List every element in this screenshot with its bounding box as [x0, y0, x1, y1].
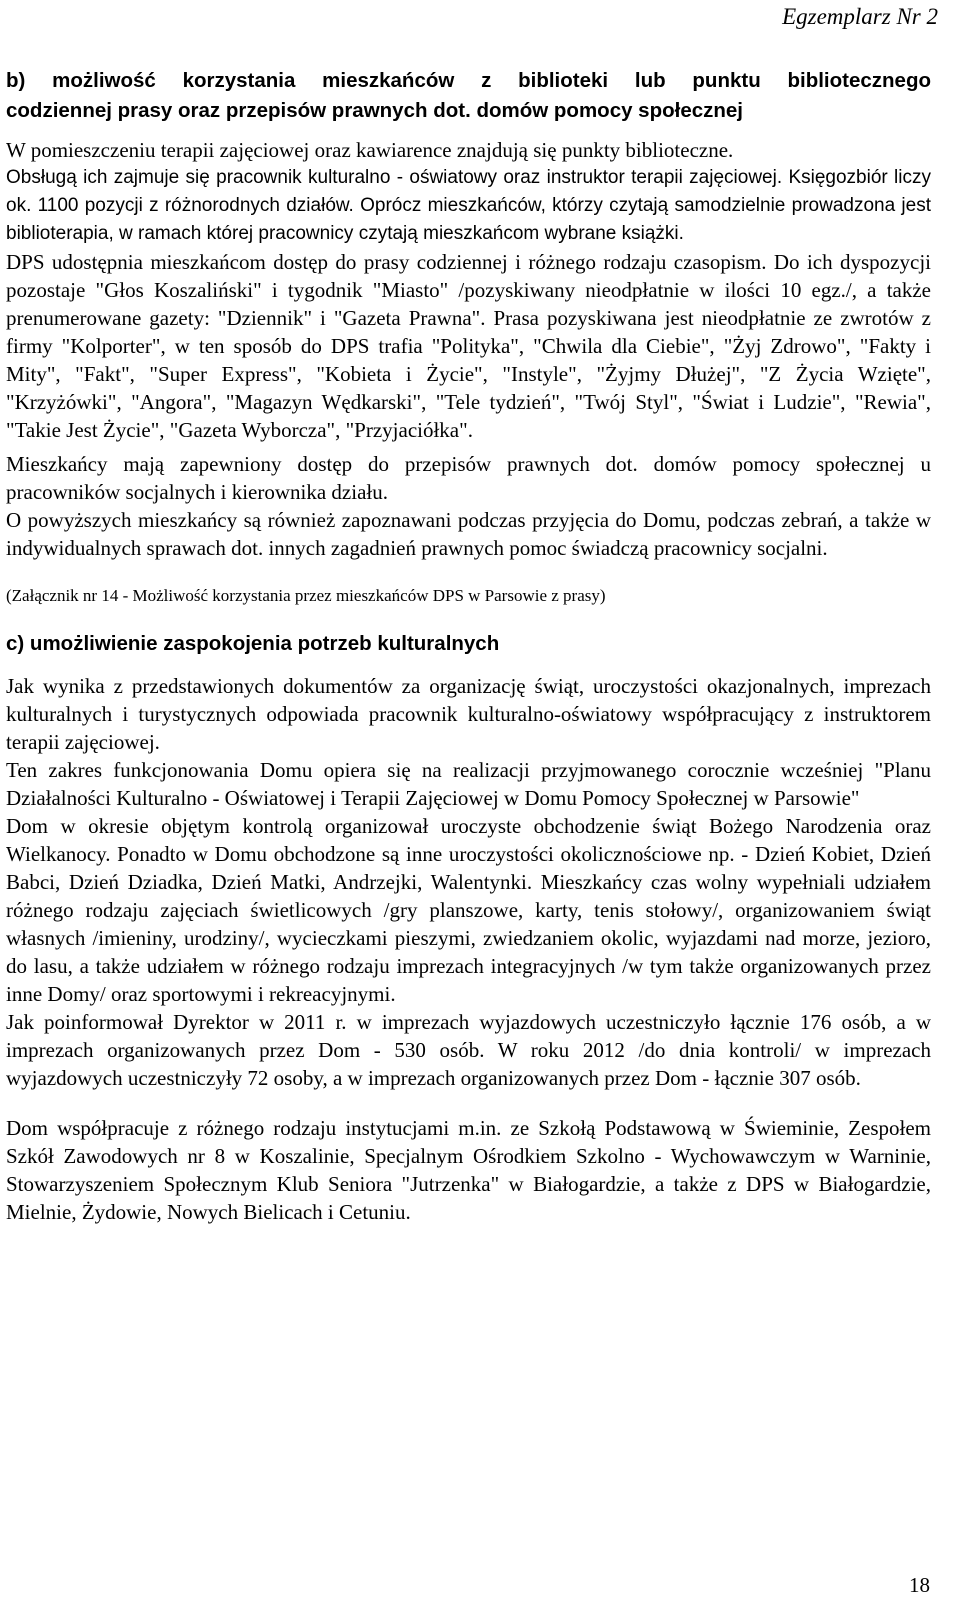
- section-c: [6, 630, 931, 1226]
- section-c-paragraph-1: Jak wynika z przedstawionych dokumentów za organizację świąt, uroczystości okazjonalnych, imprezach kulturalnych i turystycznych odpowiada pracownik kulturalno-oświatowy współpracujący z instruktorem terapii zajęciowej.: [6, 674, 931, 754]
- section-b-paragraph-3: DPS udostępnia mieszkańcom dostęp do prasy codziennej i różnego rodzaju czasopism. Do ich dyspozycji pozostaje "Głos Koszaliński" i tygodnik "Miasto" /pozyskiwany nieodpłatnie w ilości 10 egz./, a także prenumerowane gazety: "Dziennik" i "Gazeta Prawna". Prasa pozyskiwana jest nieodpłatnie ze zwrotów z firmy "Kolporter", w ten sposób do DPS trafia "Polityka", "Chwila dla Ciebie", "Żyj Zdrowo", "Fakty i Mity", "Fakt", "Super Express", "Kobieta i Życie", "Instyle", "Żyjmy Dłużej", "Z Życia Wzięte", "Krzyżówki", "Angora", "Magazyn Wędkarski", "Tele tydzień", "Twój Styl", "Świat i Ludzie", "Rewia", "Takie Jest Życie", "Gazeta Wyborcza", "Przyjaciółka".: [6, 250, 931, 442]
- page-content: [6, 66, 931, 1226]
- section-c-heading: c) umożliwienie zaspokojenia potrzeb kulturalnych: [6, 632, 500, 655]
- section-b-heading-line-1: b) możliwość korzystania mieszkańców z biblioteki lub punktu bibliotecznego: [6, 69, 931, 92]
- section-c-paragraph-3: Dom w okresie objętym kontrolą organizował uroczyste obchodzenie świąt Bożego Narodzenia oraz Wielkanocy. Ponadto w Domu obchodzone są inne uroczystości okolicznościowe np. - Dzień Kobiet, Dzień Babci, Dzień Dziadka, Dzień Matki, Andrzejki, Walentynki. Mieszkańcy czas wolny wypełniali udziałem różnego rodzaju zajęciach świetlicowych /gry planszowe, karty, tenis stołowy/, organizowaniem świąt własnych /imieniny, urodziny/, wycieczkami pieszymi, zwiedzaniem okolic, wyjazdami nad morze, jezioro, do lasu, a także udziałem w różnego rodzaju imprezach integracyjnych /w tym także organizowanych przez inne Domy/ oraz sportowymi i rekreacyjnymi.: [6, 814, 931, 1006]
- section-c-paragraph-4: Jak poinformował Dyrektor w 2011 r. w imprezach wyjazdowych uczestniczyło łącznie 176 osób, a w imprezach organizowanych przez Dom - 530 osób. W roku 2012 /do dnia kontroli/ w imprezach wyjazdowych uczestniczyły 72 osoby, a w imprezach organizowanych przez Dom - łącznie 307 osób.: [6, 1010, 931, 1090]
- section-b-paragraph-5: O powyższych mieszkańcy są również zapoznawani podczas przyjęcia do Domu, podczas zebrań, a także w indywidualnych sprawach dot. innych zagadnień prawnych pomoc świadczą pracownicy socjalni.: [6, 508, 931, 560]
- section-b-paragraph-4: Mieszkańcy mają zapewniony dostęp do przepisów prawnych dot. domów pomocy społecznej u pracowników socjalnych i kierownika działu.: [6, 452, 931, 504]
- section-c-paragraph-2: Ten zakres funkcjonowania Domu opiera się na realizacji przyjmowanego corocznie wcześniej "Planu Działalności Kulturalno - Oświatowej i Terapii Zajęciowej w Domu Pomocy Społecznej w Parsowie": [6, 758, 931, 810]
- section-b: [6, 66, 931, 608]
- section-b-paragraph-1: W pomieszczeniu terapii zajęciowej oraz kawiarence znajdują się punkty biblioteczne.: [6, 138, 734, 162]
- copy-number-header: Egzemplarz Nr 2: [782, 4, 938, 29]
- section-c-paragraph-5: Dom współpracuje z różnego rodzaju instytucjami m.in. ze Szkołą Podstawową w Świeminie, Zespołem Szkół Zawodowych nr 8 w Koszalinie, Specjalnym Ośrodkiem Szkolno - Wychowawczym w Warninie, Stowarzyszeniem Społecznym Klub Seniora "Jutrzenka" w Białogardzie, a także z DPS w Białogardzie, Mielnie, Żydowie, Nowych Bielicach i Cetuniu.: [6, 1116, 931, 1224]
- page-number: 18: [909, 1573, 930, 1597]
- section-b-heading-line-2: codziennej prasy oraz przepisów prawnych dot. domów pomocy społecznej: [6, 99, 743, 122]
- attachment-note: (Załącznik nr 14 - Możliwość korzystania przez mieszkańców DPS w Parsowie z prasy): [6, 586, 606, 605]
- section-b-paragraph-2: Obsługą ich zajmuje się pracownik kulturalno - oświatowy oraz instruktor terapii zajęciowej. Księgozbiór liczy ok. 1100 pozycji z różnorodnych działów. Oprócz mieszkańców, którzy czytają samodzielnie prowadzona jest biblioterapia, w ramach której pracownicy czytają mieszkańcom wybrane książki.: [6, 167, 931, 244]
